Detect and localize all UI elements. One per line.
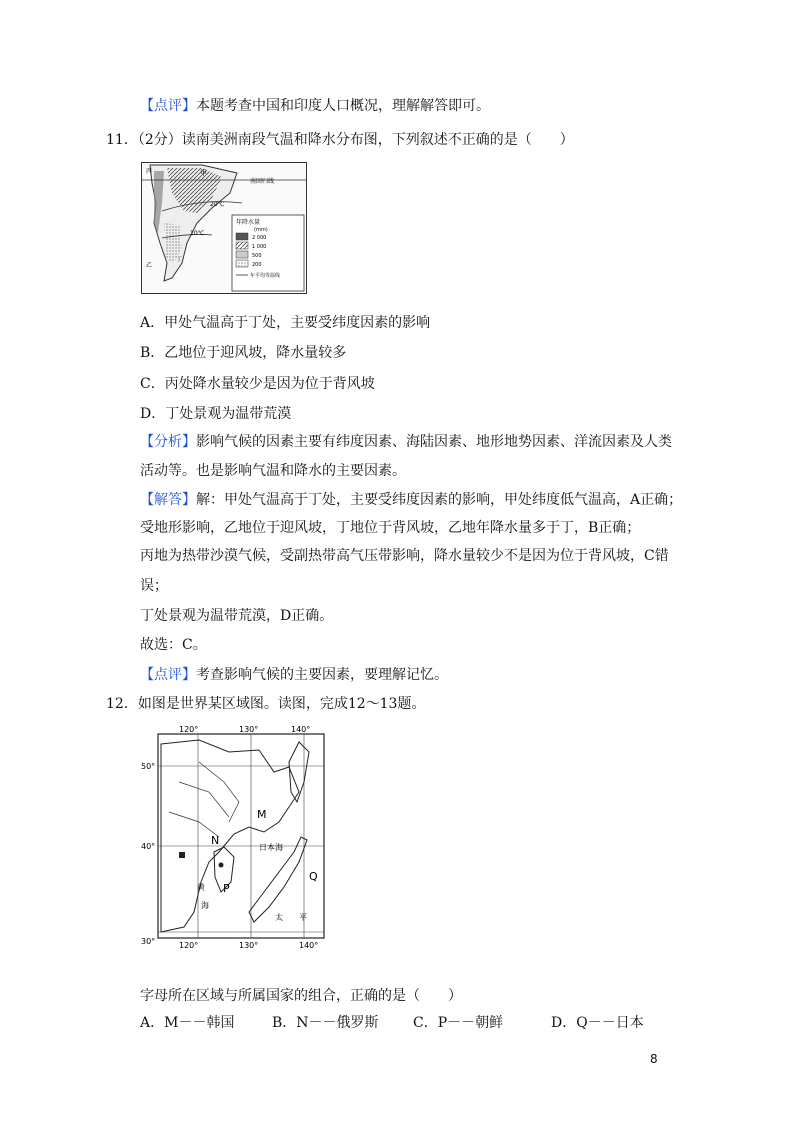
- q11-option-d: D．丁处景观为温带荒漠: [140, 406, 292, 422]
- east-asia-map-svg: [139, 722, 341, 958]
- answer-tag: 【解答】: [140, 492, 196, 508]
- q12-option-b: B．N－－俄罗斯: [272, 1015, 379, 1031]
- map-letter-p: P: [223, 882, 230, 895]
- q11-answer-line5: 丁处景观为温带荒漠，D正确。: [140, 608, 334, 624]
- q11-review-line: [140, 665, 448, 685]
- legend-200: 200: [252, 262, 262, 268]
- review-tag-2: 【点评】: [140, 667, 196, 683]
- analysis-text-1: 影响气候的因素主要有纬度因素、海陆因素、地形地势因素、洋流因素及人类: [196, 434, 672, 450]
- map-pacific-2: 平: [299, 913, 307, 922]
- review-line: [140, 96, 490, 116]
- map-label-tropic: 南回归线: [250, 178, 275, 185]
- review-text-2: 考查影响气候的主要因素，要理解记忆。: [196, 667, 448, 683]
- q11-analysis-line2: 活动等。也是影响气温和降水的主要因素。: [140, 463, 406, 479]
- q12-option-a: A．M－－韩国: [140, 1015, 235, 1031]
- q11-answer-line2: 受地形影响，乙地位于迎风坡，丁地位于背风坡，乙地年降水量多于丁，B正确；: [140, 520, 641, 536]
- map-lon-130-bottom: 130°: [239, 941, 259, 950]
- map-letter-n: N: [211, 834, 220, 847]
- map-lat-40: 40°: [141, 842, 156, 851]
- map-sea-of-japan: 日本海: [259, 843, 283, 852]
- review-text: 本题考查中国和印度人口概况，理解解答即可。: [196, 98, 490, 114]
- q11-answer-line3: 丙地为热带沙漠气候，受副热带高气压带影响，降水量较少不是因为位于背风坡，C错: [140, 548, 669, 564]
- q12-stem: 12．如图是世界某区域图。读图，完成12～13题。: [106, 696, 426, 712]
- analysis-tag: 【分析】: [140, 434, 196, 450]
- map-label-ding: 丁: [176, 256, 183, 263]
- map-label-yi: 乙: [146, 262, 153, 269]
- map-lon-120-bottom: 120°: [179, 941, 199, 950]
- map-letter-m: M: [257, 808, 267, 821]
- map-label-bing: 丙: [146, 168, 153, 175]
- q11-answer-line1: [140, 490, 682, 510]
- south-america-climate-map: [141, 162, 307, 294]
- answer-text-1: 解：甲处气温高于丁处，主要受纬度因素的影响，甲处纬度低气温高，A正确；: [196, 492, 683, 508]
- q11-answer-line4: 误；: [140, 578, 168, 594]
- q12-option-c: C．P－－朝鲜: [413, 1015, 504, 1031]
- legend-isotherm: 年平均等温线: [250, 273, 281, 279]
- map-lon-140-top: 140°: [291, 725, 311, 734]
- q11-stem: 11．（2分）读南美洲南段气温和降水分布图，下列叙述不正确的是（ ）: [106, 132, 574, 148]
- map-label-20c: 20℃: [210, 201, 225, 208]
- legend-title: 年降水量: [236, 219, 261, 226]
- east-asia-map: [139, 722, 341, 958]
- review-tag: 【点评】: [140, 98, 196, 114]
- q11-answer-line6: 故选：C。: [140, 637, 207, 653]
- q12-option-d: D．Q－－日本: [551, 1015, 644, 1031]
- map-lat-30: 30°: [141, 937, 156, 946]
- map-letter-q: Q: [309, 870, 318, 883]
- q11-option-c: C．丙处降水量较少是因为位于背风坡: [140, 376, 375, 392]
- q12-question: 字母所在区域与所属国家的组合，正确的是（ ）: [140, 988, 462, 1004]
- map-lat-50: 50°: [141, 762, 156, 771]
- map-label-jia: 甲: [200, 169, 207, 177]
- map-lon-120-top: 120°: [179, 725, 199, 734]
- map-yellow-sea-2: 海: [201, 901, 209, 910]
- legend-500: 500: [252, 253, 262, 259]
- map-yellow-sea-1: 黄: [197, 883, 205, 892]
- map-lon-130-top: 130°: [239, 725, 259, 734]
- page-number: 8: [650, 1052, 658, 1066]
- legend-1000: 1 000: [252, 244, 267, 250]
- q11-option-b: B．乙地位于迎风坡，降水量较多: [140, 345, 347, 361]
- legend-2000: 2 000: [252, 235, 267, 241]
- legend-unit: (mm): [254, 227, 268, 233]
- climate-map-svg: [142, 163, 306, 293]
- q11-analysis-line1: [140, 432, 672, 452]
- q11-option-a: A．甲处气温高于丁处，主要受纬度因素的影响: [140, 315, 431, 331]
- map-label-10c: 10℃: [190, 230, 205, 237]
- map-lon-140-bottom: 140°: [299, 941, 319, 950]
- map-pacific-1: 太: [275, 913, 283, 922]
